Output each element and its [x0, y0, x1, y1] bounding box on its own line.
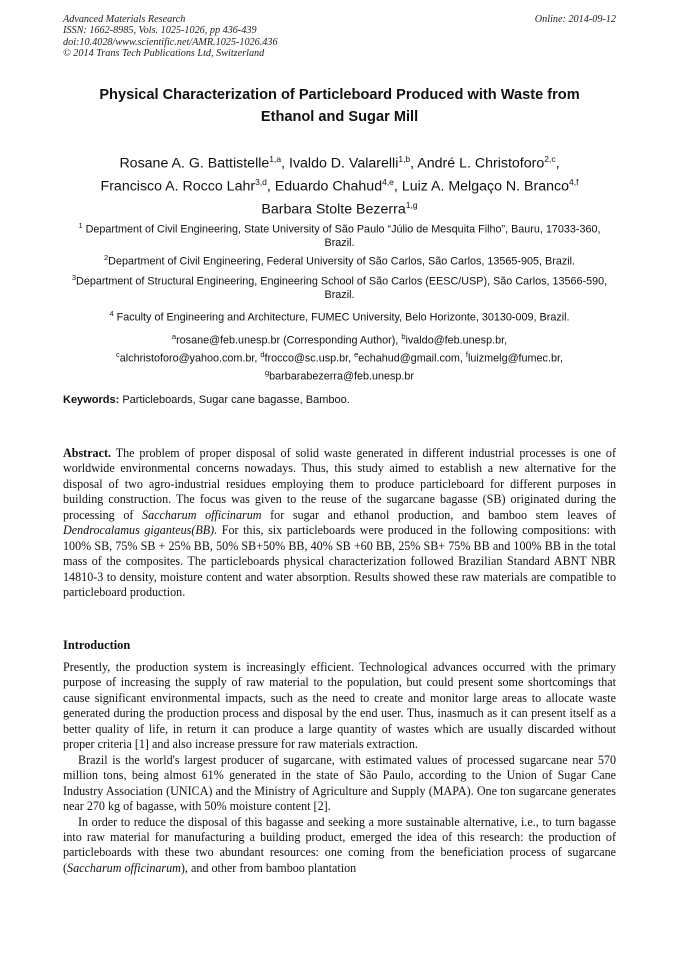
journal-doi: doi:10.4028/www.scientific.net/AMR.1025-1026.436 — [63, 36, 278, 48]
email-mark: b — [401, 332, 406, 341]
affiliation-number: 4 — [109, 309, 114, 318]
author-emails — [63, 330, 616, 385]
email-mark: a — [171, 332, 177, 341]
email-address[interactable]: echahud@gmail.com, — [358, 352, 463, 365]
abstract-label: Abstract. — [63, 446, 112, 460]
email-mark: d — [260, 350, 265, 360]
online-date: Online: 2014-09-12 — [534, 14, 616, 25]
affiliation-4 — [63, 307, 616, 325]
affiliation-2 — [63, 251, 616, 269]
author-line-3 — [63, 196, 616, 219]
abstract-text: for sugar and ethanol production, and bamboo stem leaves of — [270, 507, 617, 522]
intro-paragraph-1: Presently, the production system is increasingly efficient. Technological advances occurred with the primary purpose of increasing the supply of raw material to the population, but could present some shortcomings that cause significant environmental impacts, such as the need to create and monitor large areas to allocate waste generated during the production process and disposal by the end user. Thus, inasmuch as it can present itself as a better quality of life, in return it can produce a large quantity of wastes which are usually discarded without proper criteria [1] and also increase pressure for raw materials extraction. — [63, 660, 616, 752]
journal-header — [63, 14, 616, 59]
abstract-text: For this, six particleboards were produced in the following compositions: with 100% SB, 75% SB + 25% BB, 50% SB+50% BB, 40% SB +60 BB, 25% SB+ 75% BB and 100% BB in the total mass of the composites. The particleboards physical characterization followed Brazilian Standard ABNT NBR 14810-3 to density, moisture content and water absorption. Results showed these raw materials are compatible to particleboard production. — [63, 523, 616, 600]
email-address[interactable]: barbarabezerra@feb.unesp.br — [269, 370, 414, 383]
abstract-text: The problem of proper disposal of solid waste generated in different industrial processes is one of worldwide environmental concerns nowadays. Thus, this study aimed to establish a new alternative for the disposal of two agro-industrial residues employing them to produce particleboard for different purposes in building construction. The focus was given to the reuse of the sugarcane bagasse (SB) originated during the processing of — [63, 446, 616, 522]
author-name: Luiz A. Melgaço N. Branco — [401, 178, 569, 195]
affiliation-text: Department of Structural Engineering, Engineering School of São Carlos (EESC/USP), São Carlos, 13566-590, Brazil. — [76, 275, 608, 302]
author-name: Eduardo Chahud — [274, 178, 383, 195]
author-line-2: Francisco A. Rocco Lahr$^{3,d}$, Eduardo Chahud$^{4,e}$, Luiz A. Melgaço N. Branco$^{4,f}$ — [100, 177, 579, 195]
email-address[interactable]: alchristoforo@yahoo.com.br, — [119, 352, 258, 365]
author-affil-mark: 1,b — [398, 154, 411, 164]
intro-paragraph-3 — [63, 815, 616, 877]
title-line-2: Ethanol and Sugar Mill — [260, 109, 419, 125]
species-name: Saccharum officinarum — [142, 507, 262, 522]
email-mark: f — [465, 350, 468, 360]
journal-name: Advanced Materials Research — [63, 14, 186, 25]
author-name: André L. Christoforo — [417, 155, 545, 172]
email-address[interactable]: ivaldo@feb.unesp.br, — [405, 334, 508, 347]
intro-text: ), and other from bamboo plantation — [180, 860, 357, 875]
author-name: Francisco A. Rocco Lahr — [100, 178, 256, 195]
email-line-2 — [63, 348, 616, 366]
email-address[interactable]: luizmelg@fumec.br, — [467, 352, 563, 365]
affiliation-text: Department of Civil Engineering, State University of São Paulo “Júlio de Mesquita Filho”, Bauru, 17033-360, Brazil. — [85, 223, 601, 250]
email-address[interactable]: rosane@feb.unesp.br (Corresponding Author), — [176, 334, 399, 347]
species-name: Dendrocalamus giganteus(BB). — [63, 523, 218, 538]
journal-issn: ISSN: 1662-8985, Vols. 1025-1026, pp 436-439 — [63, 25, 257, 37]
author-list — [63, 150, 616, 220]
author-affil-mark: 1,g — [405, 200, 418, 211]
species-name: Saccharum officinarum — [67, 860, 181, 875]
author-name: Rosane A. G. Battistelle — [119, 155, 270, 172]
abstract-paragraph — [63, 446, 616, 601]
email-mark: c — [116, 350, 120, 360]
keywords-label: Keywords: — [63, 394, 120, 406]
author-name: Barbara Stolte Bezerra — [261, 202, 406, 219]
author-affil-mark: 4,e — [382, 177, 394, 188]
keywords — [63, 394, 616, 407]
email-mark: e — [354, 350, 359, 360]
affiliation-text: Department of Civil Engineering, Federal University of São Carlos, São Carlos, 13565-905, Brazil. — [108, 255, 576, 268]
author-affil-mark: 4,f — [569, 177, 579, 188]
intro-paragraph-2: Brazil is the world's largest producer of sugarcane, with estimated values of processed sugarcane near 570 million tons, being almost 61% generated in the state of São Paulo, according to the Union of Sugar Cane Industry Association (UNICA) and the Ministry of Agriculture and Supply (MAPA). One ton sugarcane generates near 270 kg of bagasse, with 50% moisture content [2]. — [63, 752, 616, 814]
affiliation-3 — [63, 271, 616, 303]
author-line-1: Rosane A. G. Battistelle$^{1,a}$, Ivaldo D. Valarelli$^{1,b}$, André L. Christoforo$^{2,c}$, — [119, 154, 560, 172]
email-line-1 — [63, 330, 616, 348]
affiliation-text: Faculty of Engineering and Architecture, FUMEC University, Belo Horizonte, 30130-009, Brazil. — [116, 311, 570, 324]
title-line-1: Physical Characterization of Particleboard Produced with Waste from — [99, 87, 580, 103]
paper-title — [63, 84, 616, 128]
affiliation-number: 2 — [103, 253, 109, 262]
section-heading-introduction: Introduction — [63, 638, 131, 652]
email-mark: g — [265, 368, 270, 378]
introduction-body — [63, 660, 616, 876]
affiliation-1 — [63, 219, 616, 251]
author-name: Ivaldo D. Valarelli — [289, 155, 399, 172]
journal-copyright: © 2014 Trans Tech Publications Ltd, Switzerland — [63, 47, 265, 59]
affiliation-number: 1 — [78, 221, 83, 230]
intro-text: In order to reduce the disposal of this bagasse and seeking a more sustainable alternative, i.e., to turn bagasse into raw material for manufacturing a building product, emerged the idea of this research: the production of particleboards with these two abundant resources: one coming from the beneficiation process of sugarcane ( — [63, 814, 616, 875]
author-affil-mark: 3,d — [255, 177, 267, 188]
abstract — [63, 446, 616, 601]
email-address[interactable]: frocco@sc.usp.br, — [264, 352, 352, 365]
affiliation-number: 3 — [71, 273, 77, 282]
keywords-text: Particleboards, Sugar cane bagasse, Bamboo. — [122, 394, 350, 406]
author-affil-mark: 1,a — [269, 154, 282, 164]
author-affil-mark: 2,c — [544, 154, 556, 164]
email-line-3 — [63, 366, 616, 384]
